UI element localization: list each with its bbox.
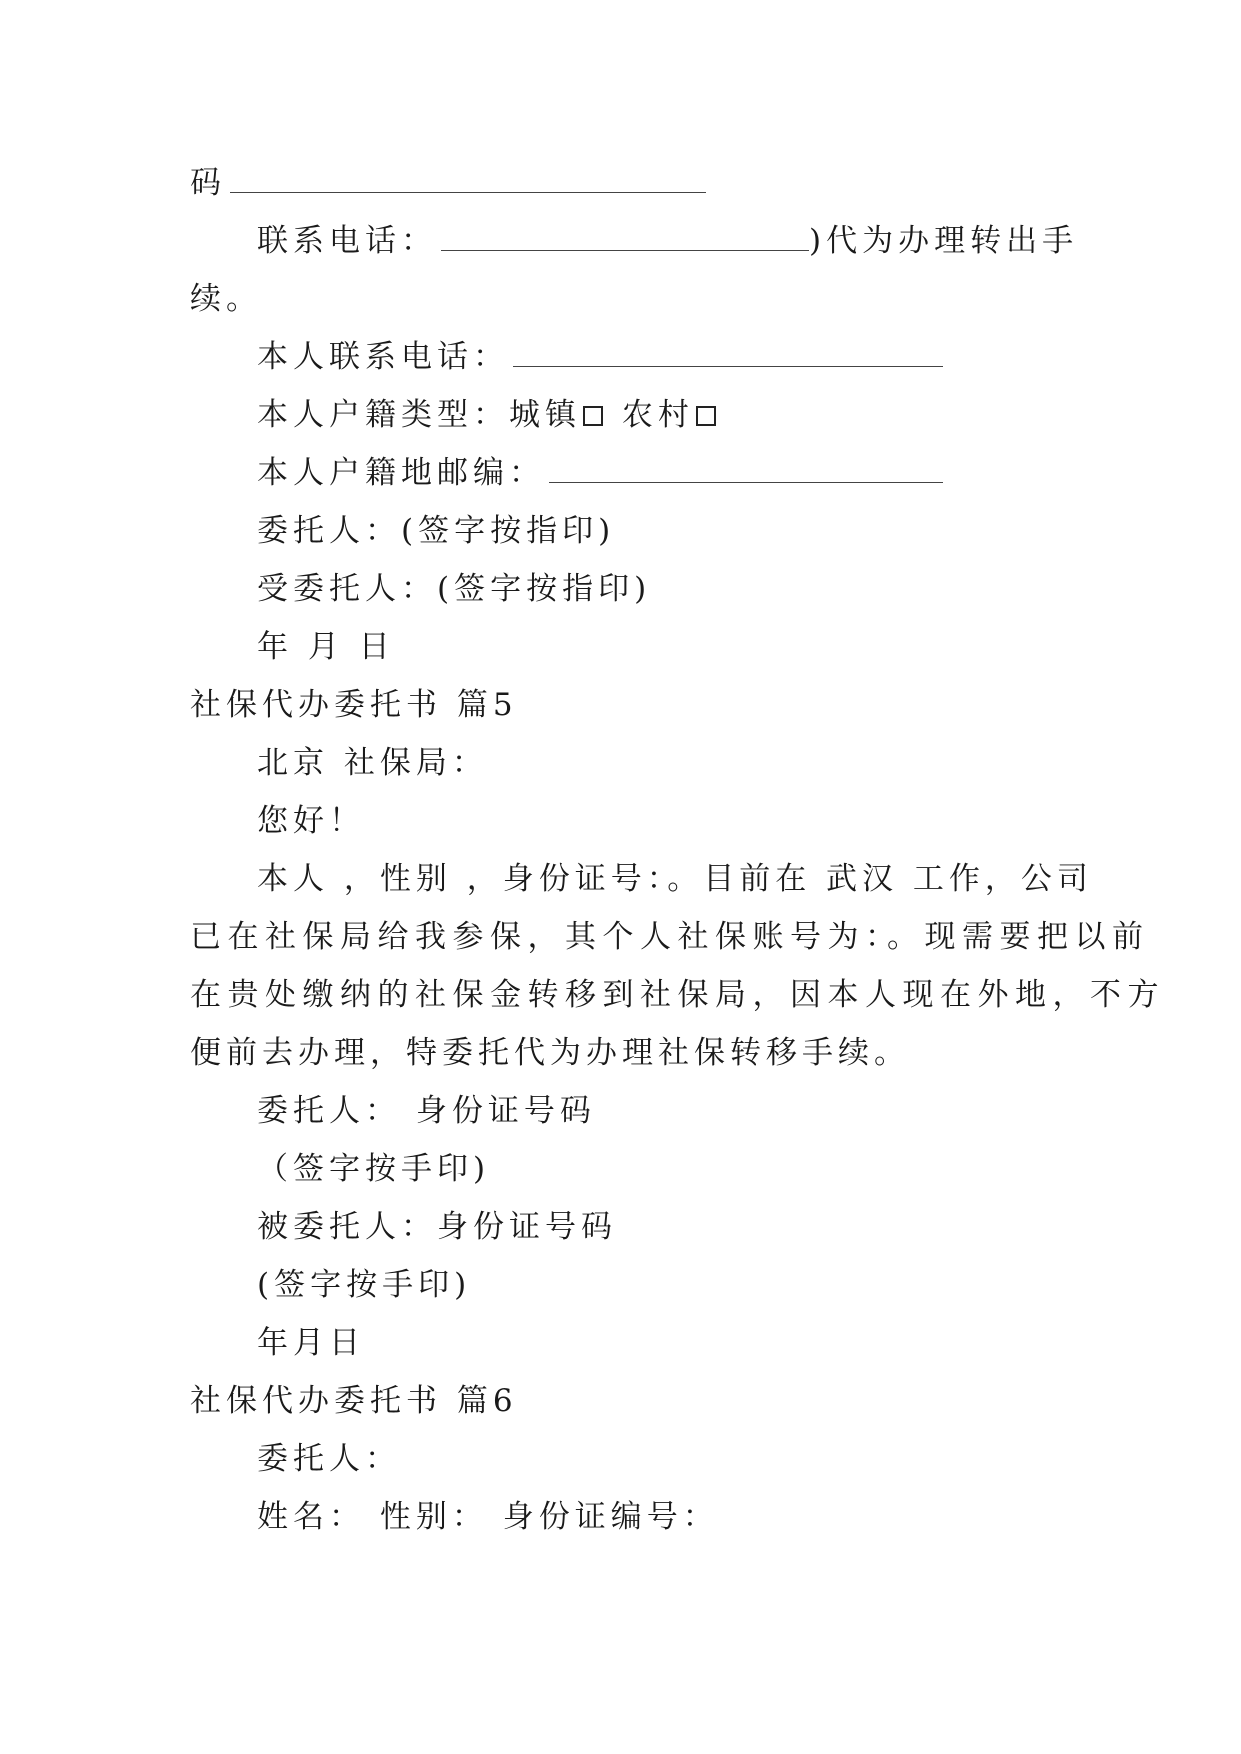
text-line: 年 月 日 <box>257 629 395 665</box>
paragraph-line: 已在社保局给我参保，其个人社保账号为：。现需要把以前 <box>190 919 1150 955</box>
text-line: 姓名： 性别： 身份证编号： <box>257 1499 719 1535</box>
paragraph-line: 在贵处缴纳的社保金转移到社保局，因本人现在外地，不方 <box>190 977 1165 1013</box>
paragraph-line: 便前去办理，特委托代为办理社保转移手续。 <box>190 1035 910 1071</box>
text-line: 委托人： <box>257 1441 401 1477</box>
checkbox-urban[interactable] <box>583 406 603 426</box>
section-heading: 社保代办委托书 篇6 <box>190 1383 518 1419</box>
fill-blank <box>230 164 706 193</box>
text-line: 委托人： 身份证号码 <box>257 1093 596 1129</box>
text-line: 续。 <box>190 281 262 317</box>
text-line <box>257 221 1078 261</box>
text-line: 被委托人：身份证号码 <box>257 1209 617 1245</box>
line-text: 本人联系电话： <box>257 339 509 375</box>
checkbox-rural[interactable] <box>696 406 716 426</box>
text-line <box>257 337 943 377</box>
text-line <box>257 395 720 435</box>
line-text: 本人户籍地邮编： <box>257 455 545 491</box>
line-text: 联系电话： <box>257 223 437 259</box>
line-text: 农村 <box>621 397 694 433</box>
text-line: 委托人：(签字按指印) <box>257 513 616 549</box>
line-text: 本人户籍类型：城镇 <box>257 397 581 433</box>
text-line: 您好！ <box>257 803 365 839</box>
text-line: 年月日 <box>257 1325 365 1361</box>
fill-blank <box>513 338 943 367</box>
fill-blank <box>441 222 809 251</box>
text-line: (签字按手印) <box>257 1267 472 1303</box>
line-text: )代为办理转出手 <box>809 223 1079 259</box>
text-line: 受委托人：(签字按指印) <box>257 571 652 607</box>
text-line: 北京 社保局： <box>257 745 488 781</box>
section-heading: 社保代办委托书 篇5 <box>190 687 518 723</box>
paragraph-line: 本人 ，性别 ，身份证号：。目前在 武汉 工作，公司 <box>257 861 1093 897</box>
line-text: 码 <box>190 165 226 201</box>
fill-blank <box>549 454 943 483</box>
text-line <box>190 163 706 203</box>
text-line <box>257 453 943 493</box>
text-line: （签字按手印) <box>257 1151 491 1187</box>
